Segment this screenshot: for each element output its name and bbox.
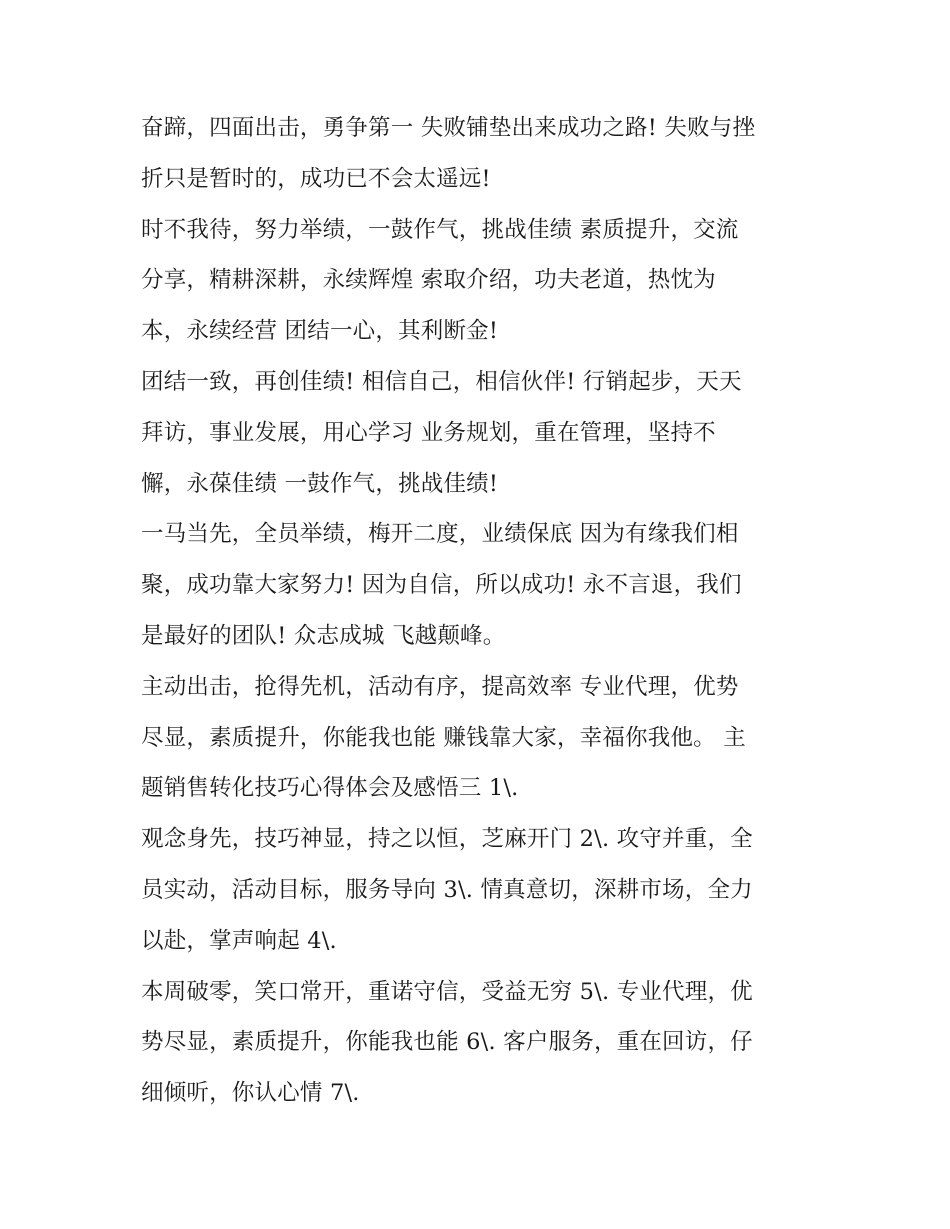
text-line: 拜访，事业发展，用心学习 业务规划，重在管理，坚持不: [141, 419, 716, 446]
text-line: 分享，精耕深耕，永续辉煌 索取介绍，功夫老道，热忱为: [141, 267, 716, 294]
text-line: 折只是暂时的，成功已不会太遥远!: [141, 165, 491, 192]
text-line: 势尽显，素质提升，你能我也能 6\. 客户服务，重在回访，仔: [141, 1029, 753, 1056]
text-line: 懈，永葆佳绩 一鼓作气，挑战佳绩!: [141, 470, 499, 497]
text-line: 一马当先，全员举绩，梅开二度，业绩保底 因为有缘我们相: [141, 521, 739, 548]
text-line: 奋蹄，四面出击，勇争第一 失败铺垫出来成功之路! 失败与挫: [141, 115, 756, 141]
document-body: [141, 103, 811, 1119]
text-line: 题销售转化技巧心得体会及感悟三 1\.: [141, 775, 519, 802]
text-line: 主动出击，抢得先机，活动有序，提高效率 专业代理，优势: [141, 673, 739, 700]
text-line: 是最好的团队! 众志成城 飞越颠峰。: [141, 622, 506, 649]
text-line: 时不我待，努力举绩，一鼓作气，挑战佳绩 素质提升，交流: [141, 216, 739, 243]
text-line: 细倾听，你认心情 7\.: [141, 1080, 360, 1107]
text-line: 以赴，掌声响起 4\.: [141, 927, 337, 954]
text-line: 团结一致，再创佳绩! 相信自己，相信伙伴! 行销起步，天天: [141, 368, 742, 395]
text-line: 尽显，素质提升，你能我也能 赚钱靠大家，幸福你我他。 主: [141, 724, 746, 751]
text-line: 员实动，活动目标，服务导向 3\. 情真意切，深耕市场，全力: [141, 876, 753, 903]
text-line: 本，永续经营 团结一心，其利断金!: [141, 318, 499, 345]
text-line: 聚，成功靠大家努力! 因为自信，所以成功! 永不言退，我们: [141, 572, 742, 599]
text-line: 观念身先，技巧神显，持之以恒，芝麻开门 2\. 攻守并重，全: [141, 826, 753, 853]
text-line: 本周破零，笑口常开，重诺守信，受益无穷 5\. 专业代理，优: [141, 978, 753, 1005]
